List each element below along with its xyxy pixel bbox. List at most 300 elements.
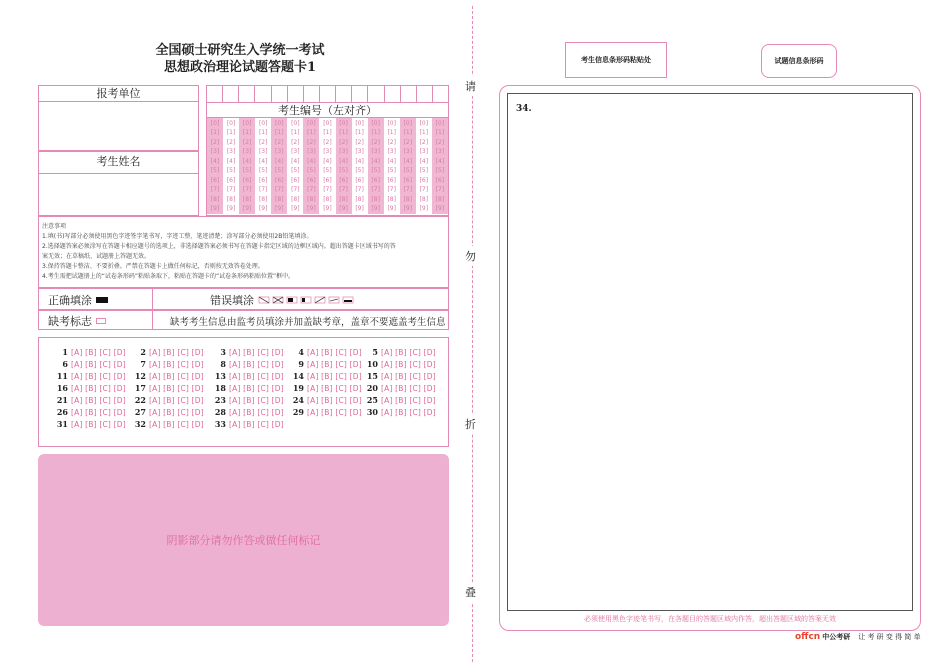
id-digit-bubble[interactable]: [7] (435, 186, 445, 194)
id-digit-bubble[interactable]: [1] (275, 129, 284, 137)
mcq-question-number: 32 (134, 419, 146, 429)
id-digit-bubble[interactable]: [1] (291, 129, 300, 137)
id-digit-bubble[interactable]: [7] (387, 186, 396, 194)
id-digit-bubble[interactable]: [0] (403, 120, 413, 127)
id-digit-bubble[interactable]: [4] (307, 157, 316, 165)
mcq-question-number: 27 (134, 407, 146, 417)
mcq-question-number: 2 (140, 347, 146, 357)
id-digit-bubble[interactable]: [7] (226, 186, 236, 194)
mcq-question[interactable] (48, 407, 126, 417)
mcq-options[interactable]: [A] [B] [C] [D] (149, 407, 204, 417)
mcq-question[interactable] (48, 395, 126, 405)
mcq-question-number: 33 (214, 419, 226, 429)
mcq-question-number: 3 (220, 347, 226, 357)
id-digit-bubble[interactable]: [2] (307, 138, 316, 146)
id-digit-column (207, 118, 223, 214)
mcq-question-number: 18 (214, 383, 226, 393)
answer-footer-note: 必须使用黑色字迹笔书写，在各题目的答题区域内作答，超出答题区域的答案无效 (584, 615, 836, 623)
id-digit-bubble[interactable]: [7] (210, 186, 220, 194)
id-digit-column (287, 118, 303, 214)
id-digit-bubble[interactable]: [7] (323, 186, 332, 194)
id-digit-bubble[interactable]: [7] (339, 186, 348, 194)
answer-area-34[interactable] (507, 93, 913, 611)
mcq-question[interactable] (48, 383, 126, 393)
id-digit-bubble[interactable]: [0] (323, 120, 332, 127)
id-digit-bubble[interactable]: [8] (371, 195, 380, 203)
id-digit-bubble[interactable]: [8] (355, 195, 364, 203)
id-digit-bubble[interactable]: [8] (419, 195, 429, 203)
mcq-question[interactable] (206, 407, 284, 417)
id-digit-column (368, 118, 384, 214)
id-digit-bubble[interactable]: [9] (403, 204, 413, 212)
mcq-question[interactable] (48, 419, 126, 429)
mcq-question-number: 12 (134, 371, 146, 381)
mcq-question[interactable] (358, 347, 436, 357)
exam-id-label: 考生编号（左对齐） (207, 102, 448, 118)
id-digit-bubble[interactable]: [9] (258, 204, 268, 212)
mcq-question[interactable] (126, 383, 204, 393)
id-digit-bubble[interactable]: [7] (307, 186, 316, 194)
mcq-question[interactable] (284, 407, 362, 417)
mcq-question-number: 15 (366, 371, 378, 381)
id-digit-bubble[interactable]: [3] (403, 148, 413, 156)
mcq-question[interactable] (126, 407, 204, 417)
mcq-options[interactable]: [A] [B] [C] [D] (149, 419, 204, 429)
id-digit-column (352, 118, 368, 214)
correct-fill-label: 正确填涂 (48, 294, 92, 307)
id-digit-bubble[interactable]: [6] (355, 176, 364, 184)
id-digit-bubble[interactable]: [7] (275, 186, 284, 194)
card-title: 全国硕士研究生入学统一考试 (155, 43, 325, 58)
mcq-options[interactable]: [A] [B] [C] [D] (381, 407, 436, 417)
mcq-question[interactable] (358, 383, 436, 393)
paper-barcode-label: 试题信息条形码 (774, 56, 824, 65)
mcq-question-number: 30 (366, 407, 378, 417)
mcq-options[interactable]: [A] [B] [C] [D] (71, 407, 126, 417)
id-digit-bubble[interactable]: [3] (226, 148, 236, 156)
id-digit-column (432, 118, 448, 214)
id-digit-bubble[interactable]: [5] (435, 167, 445, 175)
id-digit-bubble[interactable]: [8] (435, 195, 445, 203)
mcq-question-number: 7 (140, 359, 146, 369)
mcq-options[interactable]: [A] [B] [C] [D] (307, 395, 362, 405)
id-digit-bubble[interactable]: [0] (291, 120, 300, 127)
id-digit-bubble[interactable]: [5] (258, 167, 268, 175)
id-digit-bubble[interactable]: [8] (387, 195, 396, 203)
mcq-options[interactable]: [A] [B] [C] [D] (149, 359, 204, 369)
mcq-options[interactable]: [A] [B] [C] [D] (307, 359, 362, 369)
id-digit-bubble[interactable]: [4] (355, 157, 364, 165)
note-line: 案无效；在草稿纸、试题册上答题无效。 (42, 253, 151, 260)
absent-label: 缺考标志 (48, 315, 92, 328)
mcq-question[interactable] (284, 359, 362, 369)
mcq-question[interactable] (126, 419, 204, 429)
mcq-options[interactable]: [A] [B] [C] [D] (71, 347, 126, 357)
mcq-question-number: 19 (292, 383, 304, 393)
note-line: 2.选择题答案必须涂写在答题卡相应题号的选项上，非选择题答案必须书写在答题卡指定区域的边框区域内。超出答题卡区域书写的答 (42, 243, 396, 250)
id-digit-column (319, 118, 335, 214)
id-digit-bubble[interactable]: [1] (323, 129, 332, 137)
id-digit-bubble[interactable]: [6] (387, 176, 396, 184)
mcq-question[interactable] (48, 347, 126, 357)
mcq-question-number: 20 (366, 383, 378, 393)
id-digit-bubble[interactable]: [0] (387, 120, 396, 127)
id-digit-bubble[interactable]: [8] (258, 195, 268, 203)
id-digit-bubble[interactable]: [9] (226, 204, 236, 212)
mcq-question-number: 10 (366, 359, 378, 369)
id-digit-bubble[interactable]: [9] (275, 204, 284, 212)
id-digit-bubble[interactable]: [5] (226, 167, 236, 175)
mcq-question-number: 1 (62, 347, 68, 357)
id-digit-bubble[interactable]: [5] (339, 167, 348, 175)
id-digit-bubble[interactable]: [7] (291, 186, 300, 194)
id-digit-bubble[interactable]: [6] (339, 176, 348, 184)
mcq-options[interactable]: [A] [B] [C] [D] (381, 395, 436, 405)
fold-char: 请 (465, 76, 476, 96)
id-digit-column (400, 118, 416, 214)
id-digit-bubble[interactable]: [4] (403, 157, 413, 165)
mcq-question[interactable] (284, 395, 362, 405)
id-digit-bubble[interactable]: [5] (419, 167, 429, 175)
id-digit-bubble[interactable]: [3] (355, 148, 364, 156)
id-digit-bubble[interactable]: [9] (339, 204, 348, 212)
id-digit-bubble[interactable]: [4] (435, 157, 445, 165)
id-digit-bubble[interactable]: [4] (371, 157, 380, 165)
notes (42, 222, 446, 282)
id-digit-bubble[interactable]: [8] (403, 195, 413, 203)
id-digit-bubble[interactable]: [7] (242, 186, 252, 194)
mcq-options[interactable]: [A] [B] [C] [D] (71, 395, 126, 405)
id-digit-bubble[interactable]: [5] (323, 167, 332, 175)
id-digit-bubble[interactable]: [0] (242, 120, 252, 127)
id-digit-bubble[interactable]: [5] (307, 167, 316, 175)
id-digit-bubble[interactable]: [6] (258, 176, 268, 184)
logo-slogan: 让 考 研 变 得 简 单 (858, 633, 921, 641)
id-digit-bubble[interactable]: [3] (242, 148, 252, 156)
id-digit-bubble[interactable]: [1] (242, 129, 252, 137)
id-digit-bubble[interactable]: [2] (242, 138, 252, 146)
mcq-options[interactable]: [A] [B] [C] [D] (229, 407, 284, 417)
id-digit-bubble[interactable]: [7] (355, 186, 364, 194)
mcq-options[interactable]: [A] [B] [C] [D] (149, 371, 204, 381)
mcq-question[interactable] (48, 371, 126, 381)
id-digit-bubble[interactable]: [8] (339, 195, 348, 203)
mcq-options[interactable]: [A] [B] [C] [D] (229, 383, 284, 393)
id-digit-bubble[interactable]: [2] (435, 138, 445, 146)
id-digit-bubble[interactable]: [5] (387, 167, 396, 175)
mcq-question[interactable] (126, 347, 204, 357)
mcq-options[interactable]: [A] [B] [C] [D] (229, 347, 284, 357)
mcq-question[interactable] (284, 347, 362, 357)
mcq-question[interactable] (126, 359, 204, 369)
mcq-question-number: 11 (56, 371, 68, 381)
id-digit-bubble[interactable]: [4] (210, 157, 220, 165)
id-digit-bubble[interactable]: [3] (371, 148, 380, 156)
id-digit-bubble[interactable]: [7] (371, 186, 380, 194)
id-digit-bubble[interactable]: [8] (226, 195, 236, 203)
mcq-question-number: 5 (372, 347, 378, 357)
id-digit-bubble[interactable]: [1] (435, 129, 445, 137)
mcq-question-number: 21 (56, 395, 68, 405)
logo-text: 中公考研 (822, 633, 851, 641)
mcq-options[interactable]: [A] [B] [C] [D] (229, 371, 284, 381)
mcq-options[interactable]: [A] [B] [C] [D] (71, 419, 126, 429)
note-line: 1.填(书)写部分必须使用黑色字迹签字笔书写，字迹工整、笔迹清楚；涂写部分必须使用2B铅笔填涂。 (42, 233, 313, 240)
unit-box (38, 85, 199, 151)
mcq-question-number: 6 (62, 359, 68, 369)
id-digit-bubble[interactable]: [5] (403, 167, 413, 175)
id-digit-bubble[interactable]: [1] (371, 129, 380, 137)
id-digit-bubble[interactable]: [8] (242, 195, 252, 203)
id-digit-bubble[interactable]: [3] (435, 148, 445, 156)
id-digit-bubble[interactable]: [1] (403, 129, 413, 137)
id-digit-column (384, 118, 400, 214)
id-digit-bubble[interactable]: [6] (323, 176, 332, 184)
mcq-options[interactable]: [A] [B] [C] [D] (381, 371, 436, 381)
id-digit-bubble[interactable]: [2] (339, 138, 348, 146)
id-digit-bubble[interactable]: [0] (307, 120, 316, 127)
mcq-options[interactable]: [A] [B] [C] [D] (149, 383, 204, 393)
id-digit-bubble[interactable]: [6] (371, 176, 380, 184)
id-digit-column (336, 118, 352, 214)
id-digit-bubble[interactable]: [6] (210, 176, 220, 184)
mcq-question[interactable] (284, 371, 362, 381)
fold-char: 叠 (465, 582, 476, 602)
id-digit-bubble[interactable]: [8] (210, 195, 220, 203)
absent-checkbox[interactable] (96, 318, 106, 324)
mcq-question[interactable] (126, 395, 204, 405)
id-digit-bubble[interactable]: [2] (387, 138, 396, 146)
id-digit-bubble[interactable]: [1] (339, 129, 348, 137)
id-digit-bubble[interactable]: [9] (387, 204, 396, 212)
mcq-question-number: 22 (134, 395, 146, 405)
id-digit-bubble[interactable]: [4] (291, 157, 300, 165)
mcq-question-number: 4 (298, 347, 304, 357)
name-label: 考生姓名 (39, 152, 198, 174)
id-digit-column (255, 118, 271, 214)
id-digit-bubble[interactable]: [4] (387, 157, 396, 165)
mcq-options[interactable]: [A] [B] [C] [D] (71, 359, 126, 369)
mcq-question[interactable] (358, 359, 436, 369)
id-digit-bubble[interactable]: [2] (258, 138, 268, 146)
id-digit-bubble[interactable]: [0] (435, 120, 445, 127)
mcq-question[interactable] (48, 359, 126, 369)
id-digit-bubble[interactable]: [9] (355, 204, 364, 212)
unit-label: 报考单位 (39, 86, 198, 102)
id-digit-bubble[interactable]: [0] (258, 120, 268, 127)
mcq-options[interactable]: [A] [B] [C] [D] (307, 383, 362, 393)
exam-id-write-cells (207, 86, 448, 102)
id-digit-bubble[interactable]: [1] (210, 129, 220, 137)
mcq-options[interactable]: [A] [B] [C] [D] (229, 359, 284, 369)
mcq-options[interactable]: [A] [B] [C] [D] (307, 371, 362, 381)
id-digit-bubble[interactable]: [3] (323, 148, 332, 156)
mcq-options[interactable]: [A] [B] [C] [D] (307, 347, 362, 357)
id-digit-bubble[interactable]: [9] (419, 204, 429, 212)
id-digit-bubble[interactable]: [4] (323, 157, 332, 165)
id-digit-bubble[interactable]: [4] (258, 157, 268, 165)
id-digit-bubble[interactable]: [8] (307, 195, 316, 203)
id-digit-bubble[interactable]: [9] (291, 204, 300, 212)
mcq-question-number: 23 (214, 395, 226, 405)
id-digit-bubble[interactable]: [4] (226, 157, 236, 165)
id-digit-bubble[interactable]: [5] (210, 167, 220, 175)
id-digit-bubble[interactable]: [7] (258, 186, 268, 194)
id-digit-bubble[interactable]: [3] (387, 148, 396, 156)
id-digit-bubble[interactable]: [2] (210, 138, 220, 146)
mcq-question[interactable] (358, 407, 436, 417)
id-digit-bubble[interactable]: [2] (371, 138, 380, 146)
mcq-question-number: 16 (56, 383, 68, 393)
wrong-fill (210, 292, 362, 308)
name-box (38, 151, 199, 216)
id-digit-bubble[interactable]: [9] (242, 204, 252, 212)
id-digit-bubble[interactable]: [6] (419, 176, 429, 184)
id-digit-bubble[interactable]: [3] (258, 148, 268, 156)
mcq-question-number: 31 (56, 419, 68, 429)
fold-char: 勿 (465, 246, 476, 266)
absent-note: 缺考考生信息由监考员填涂并加盖缺考章，盖章不要遮盖考生信息 (170, 317, 446, 328)
fold-line (472, 6, 473, 662)
student-barcode-label: 考生信息条形码粘贴处 (581, 55, 651, 64)
id-digit-bubble[interactable]: [8] (291, 195, 300, 203)
mcq-options[interactable]: [A] [B] [C] [D] (229, 419, 284, 429)
id-digit-bubble[interactable]: [0] (355, 120, 364, 127)
shaded-no-mark-region (38, 454, 449, 626)
mcq-question-number: 24 (292, 395, 304, 405)
id-digit-bubble[interactable]: [6] (226, 176, 236, 184)
notes-title: 注意事项 (42, 223, 67, 230)
id-digit-column (239, 118, 255, 214)
id-digit-bubble[interactable]: [4] (419, 157, 429, 165)
id-digit-bubble[interactable]: [8] (275, 195, 284, 203)
mcq-question-number: 28 (214, 407, 226, 417)
mcq-options[interactable]: [A] [B] [C] [D] (71, 383, 126, 393)
id-digit-bubble[interactable]: [0] (419, 120, 429, 127)
id-digit-bubble[interactable]: [3] (419, 148, 429, 156)
mcq-options[interactable]: [A] [B] [C] [D] (149, 395, 204, 405)
mcq-question[interactable] (206, 359, 284, 369)
mcq-question[interactable] (358, 371, 436, 381)
absent-mark (48, 313, 106, 329)
mcq-options[interactable]: [A] [B] [C] [D] (381, 347, 436, 357)
id-digit-bubble[interactable]: [5] (291, 167, 300, 175)
id-digit-bubble[interactable]: [5] (242, 167, 252, 175)
mcq-question-number: 26 (56, 407, 68, 417)
mcq-options[interactable]: [A] [B] [C] [D] (149, 347, 204, 357)
exam-id-bubble-grid (207, 118, 448, 214)
id-digit-bubble[interactable]: [9] (307, 204, 316, 212)
id-digit-bubble[interactable]: [9] (435, 204, 445, 212)
id-digit-bubble[interactable]: [5] (355, 167, 364, 175)
mcq-question[interactable] (206, 347, 284, 357)
id-digit-bubble[interactable]: [3] (210, 148, 220, 156)
mcq-options[interactable]: [A] [B] [C] [D] (381, 383, 436, 393)
id-digit-bubble[interactable]: [2] (226, 138, 236, 146)
id-digit-bubble[interactable]: [6] (291, 176, 300, 184)
id-digit-bubble[interactable]: [4] (242, 157, 252, 165)
note-line: 4.考生需把试题册上的“试卷条形码”粘贴条取下，粘贴在答题卡的“试卷条形码粘贴位置”框中。 (42, 273, 295, 280)
id-digit-bubble[interactable]: [1] (355, 129, 364, 137)
id-digit-bubble[interactable]: [1] (307, 129, 316, 137)
mcq-question-number: 8 (220, 359, 226, 369)
mcq-question[interactable] (126, 371, 204, 381)
id-digit-bubble[interactable]: [9] (323, 204, 332, 212)
id-digit-bubble[interactable]: [4] (339, 157, 348, 165)
correct-fill (48, 292, 108, 308)
mcq-question[interactable] (206, 383, 284, 393)
question-number: 34. (516, 104, 532, 114)
id-digit-bubble[interactable]: [2] (323, 138, 332, 146)
id-digit-bubble[interactable]: [3] (339, 148, 348, 156)
id-digit-bubble[interactable]: [2] (355, 138, 364, 146)
mcq-options[interactable]: [A] [B] [C] [D] (381, 359, 436, 369)
mcq-question-number: 17 (134, 383, 146, 393)
id-digit-bubble[interactable]: [3] (291, 148, 300, 156)
id-digit-bubble[interactable]: [0] (226, 120, 236, 127)
wrong-fill-examples-icon (258, 295, 362, 305)
id-digit-bubble[interactable]: [5] (371, 167, 380, 175)
mcq-options[interactable]: [A] [B] [C] [D] (307, 407, 362, 417)
mcq-options[interactable]: [A] [B] [C] [D] (229, 395, 284, 405)
id-digit-bubble[interactable]: [2] (419, 138, 429, 146)
mcq-question-number: 25 (366, 395, 378, 405)
id-digit-bubble[interactable]: [8] (323, 195, 332, 203)
mcq-question-number: 13 (214, 371, 226, 381)
id-digit-bubble[interactable]: [9] (371, 204, 380, 212)
id-digit-column (303, 118, 319, 214)
mcq-question[interactable] (284, 383, 362, 393)
id-digit-bubble[interactable]: [6] (435, 176, 445, 184)
id-digit-bubble[interactable]: [2] (275, 138, 284, 146)
mcq-question-number: 14 (292, 371, 304, 381)
id-digit-bubble[interactable]: [4] (275, 157, 284, 165)
id-digit-bubble[interactable]: [2] (403, 138, 413, 146)
id-digit-bubble[interactable]: [9] (210, 204, 220, 212)
id-digit-bubble[interactable]: [6] (307, 176, 316, 184)
mcq-options[interactable]: [A] [B] [C] [D] (71, 371, 126, 381)
id-digit-bubble[interactable]: [3] (307, 148, 316, 156)
id-digit-bubble[interactable]: [0] (210, 120, 220, 127)
id-digit-bubble[interactable]: [7] (403, 186, 413, 194)
student-barcode-area (565, 42, 667, 78)
mcq-question[interactable] (206, 395, 284, 405)
id-digit-bubble[interactable]: [7] (419, 186, 429, 194)
id-digit-bubble[interactable]: [0] (339, 120, 348, 127)
id-digit-column (416, 118, 432, 214)
id-digit-bubble[interactable]: [6] (403, 176, 413, 184)
id-digit-bubble[interactable]: [0] (275, 120, 284, 127)
note-line: 3.保持答题卡整洁、不要折叠。严禁在答题卡上做任何标记，否则按无效答卷处理。 (42, 263, 264, 270)
id-digit-bubble[interactable]: [1] (387, 129, 396, 137)
id-digit-bubble[interactable]: [3] (275, 148, 284, 156)
mcq-question[interactable] (206, 419, 284, 429)
id-digit-bubble[interactable]: [5] (275, 167, 284, 175)
id-digit-bubble[interactable]: [6] (275, 176, 284, 184)
filled-mark-icon (96, 297, 108, 303)
id-digit-bubble[interactable]: [1] (258, 129, 268, 137)
id-digit-bubble[interactable]: [1] (419, 129, 429, 137)
id-digit-bubble[interactable]: [1] (226, 129, 236, 137)
id-digit-bubble[interactable]: [6] (242, 176, 252, 184)
id-digit-bubble[interactable]: [2] (291, 138, 300, 146)
mcq-question[interactable] (358, 395, 436, 405)
id-digit-bubble[interactable]: [0] (371, 120, 380, 127)
shaded-text: 阴影部分请勿作答或做任何标记 (166, 534, 321, 547)
mcq-question-number: 9 (298, 359, 304, 369)
mcq-question[interactable] (206, 371, 284, 381)
offcn-logo (795, 632, 921, 642)
